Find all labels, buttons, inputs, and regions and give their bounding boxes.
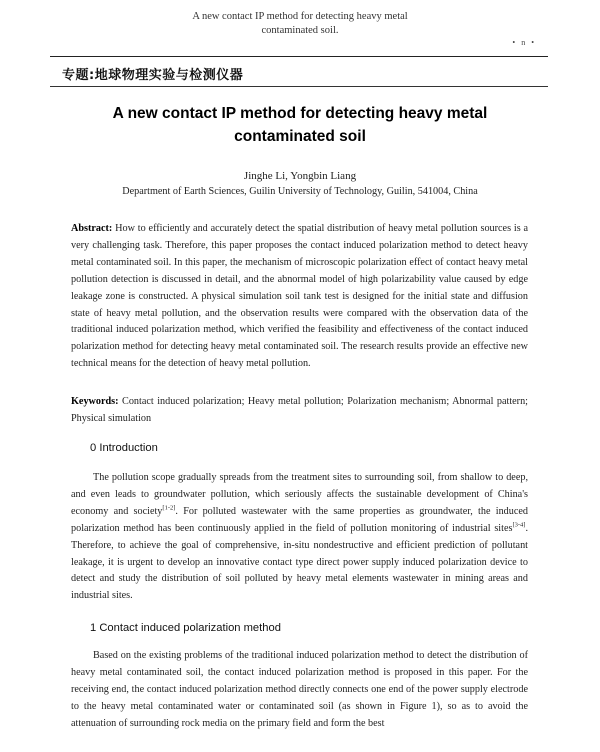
introduction-paragraph (71, 470, 528, 605)
intro-text-2: . For polluted wastewater with the same properties as groundwater, the induced polarization method has been continuously applied in the field of pollution monitoring of industrial sites (71, 505, 528, 534)
citation-ref-2: [3-4] (512, 521, 526, 529)
intro-text-1: The pollution scope gradually spreads from the treatment sites to surrounding soil, from shallow to deep, and even leads to groundwater pollution, which seriously affects the sustainable development of China's economy and society (71, 472, 528, 517)
column-label: 专题:地球物理实验与检测仪器 (62, 68, 244, 83)
keywords (71, 394, 528, 428)
abstract-label: Abstract: (71, 223, 113, 234)
top-rule-divider (50, 56, 548, 57)
contact-ip-paragraph: Based on the existing problems of the traditional induced polarization method to detect the distribution of heavy metal contaminated soil, the contact induced polarization method is proposed in this paper. For the receiving end, the contact induced polarization method directly connects one end of the power supply electrode to the heavy metal contaminated water or contaminated soil (as shown in Figure 1), so as to avoid the attenuation of surrounding rock media on the primary field and form the best (71, 650, 528, 729)
paper-title-line-2: contaminated soil (234, 128, 366, 145)
paper-title (0, 102, 600, 148)
abstract-text: How to efficiently and accurately detect the spatial distribution of heavy metal pollution sources is a very challenging task. Therefore, this paper proposes the contact induced polarization method to detect heavy metal contaminated soil. In this paper, the mechanism of microscopic polarization effect of contact heavy metal pollution detection is discussed in detail, and the abnormal model of high polarizability value caused by edge leakage zone is constructed. A physical simulation soil tank test is designed for the initial state and diffusion state of heavy metal pollution, and the observation results were compared with the observation data of the traditional induced polarization method, which verified the feasibility and effectiveness of the contact induced polarization method for detecting heavy metal contaminated soil. The research results provide an effective new technical means for the detection of heavy metal pollution. (71, 223, 529, 370)
section-heading-contact-ip: 1 Contact induced polarization method (90, 622, 281, 634)
citation-ref-1: [1-2] (162, 504, 176, 512)
keywords-label: Keywords: (71, 396, 119, 407)
paper-title-line-1: A new contact IP method for detecting heavy metal (112, 105, 488, 122)
label-rule-divider (50, 86, 548, 87)
intro-text-3: . Therefore, to achieve the goal of comprehensive, in-situ nondestructive and efficient prediction of pollutant leakage, it is urgent to develop an innovative contact type direct power supply induced polarization device to detect and study the distribution of soil polluted by heavy metal elements wastewater in mining areas and industrial sites. (71, 522, 528, 602)
keywords-text: Contact induced polarization; Heavy metal pollution; Polarization mechanism; Abnormal pattern; Physical simulation (71, 396, 529, 424)
running-head (0, 10, 600, 38)
page-number: • n • (512, 38, 536, 47)
running-head-line-2: contaminated soil. (261, 25, 339, 36)
abstract (71, 221, 528, 373)
authors: Jinghe Li, Yongbin Liang (243, 170, 357, 182)
running-head-line-1: A new contact IP method for detecting heavy metal (192, 11, 408, 22)
affiliation: Department of Earth Sciences, Guilin University of Technology, Guilin, 541004, China (122, 186, 478, 197)
section-heading-introduction: 0 Introduction (90, 442, 158, 454)
